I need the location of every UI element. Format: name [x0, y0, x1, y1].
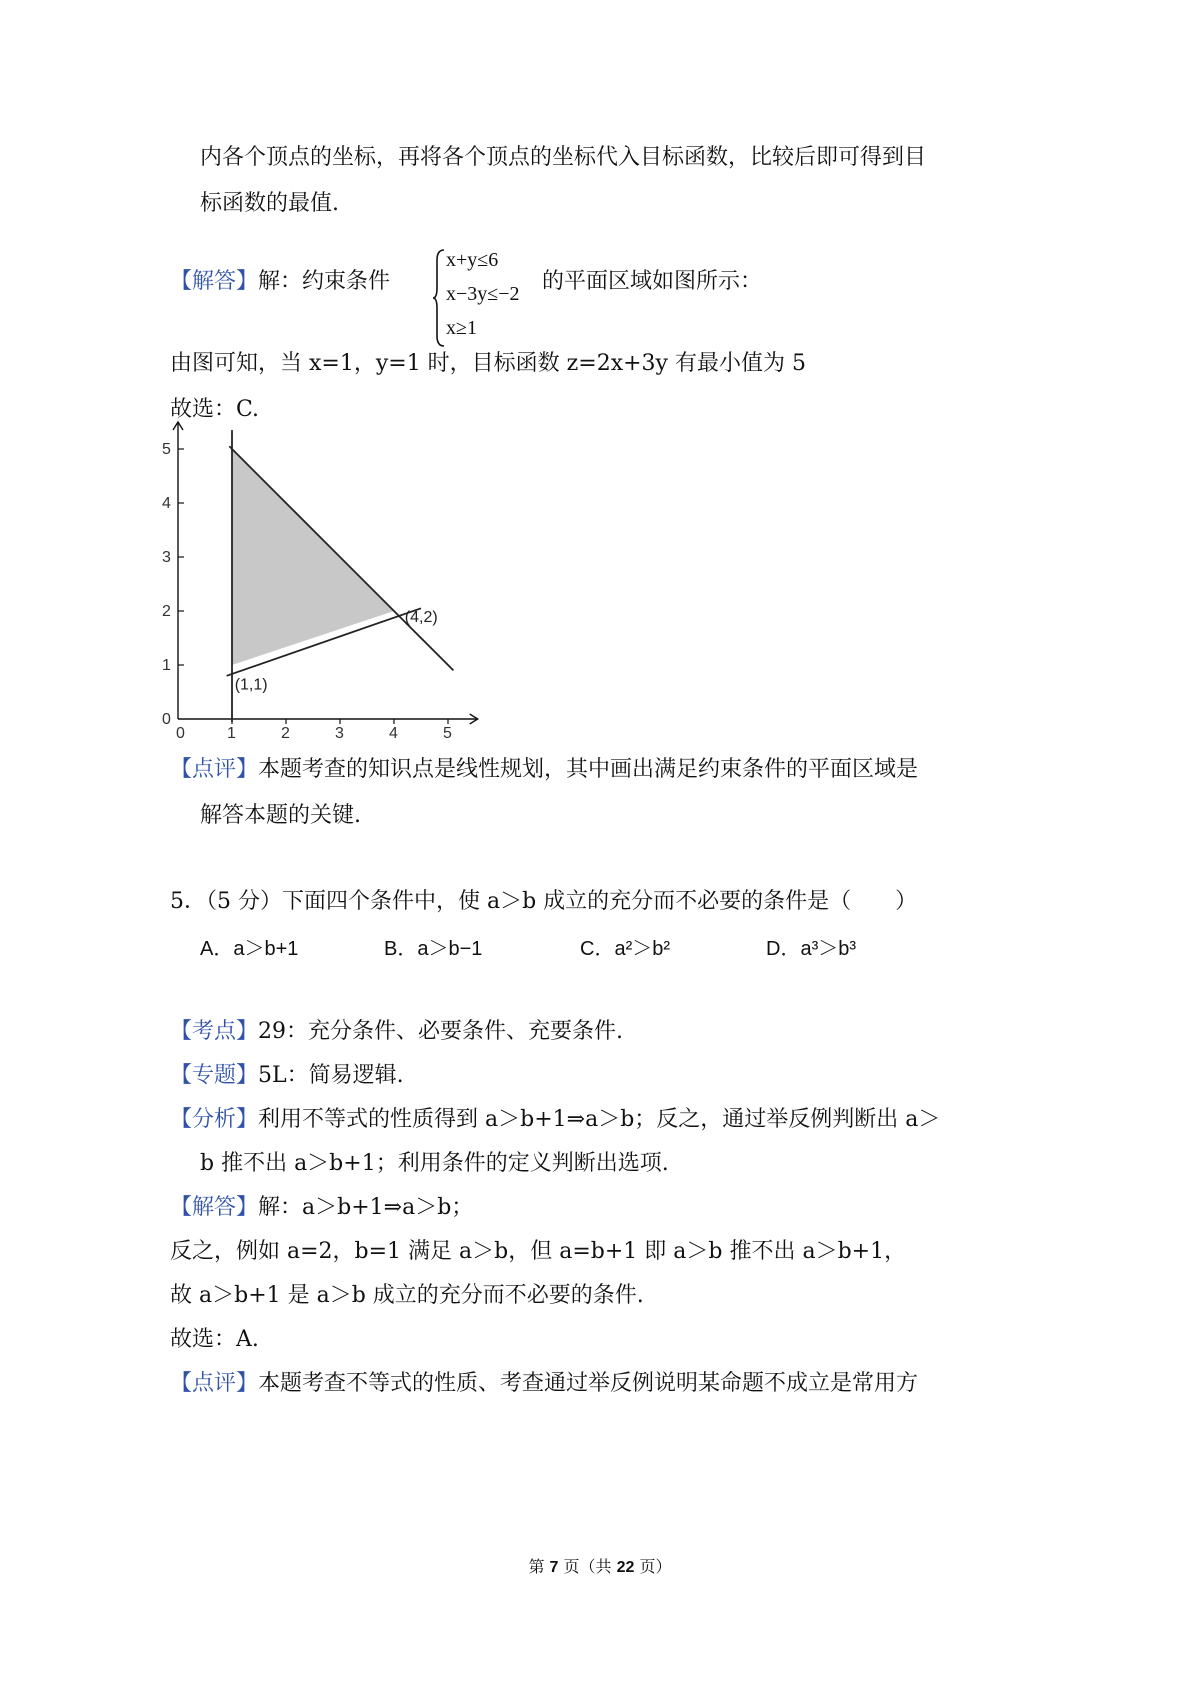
page-number: 7 [549, 1559, 559, 1576]
option-c: C．a²＞b² [580, 938, 671, 960]
option-a: A．a＞b+1 [200, 938, 299, 960]
comment-line: 解答本题的关键. [200, 803, 361, 828]
vertex-label: (1,1) [234, 676, 268, 694]
section-tag: 【分析】 [170, 1107, 259, 1132]
x-tick-label: 0 [176, 725, 185, 742]
fenxi-text: 利用不等式的性质得到 a＞b+1⇒a＞b；反之，通过举反例判断出 a＞ [258, 1107, 941, 1132]
total-pages: 22 [616, 1559, 635, 1576]
zhuanti-line [170, 1062, 404, 1090]
comment-line [170, 756, 918, 784]
section-tag: 【解答】 [170, 269, 259, 294]
text-line: 内各个顶点的坐标，再将各个顶点的坐标代入目标函数，比较后即可得到目 [200, 145, 927, 170]
inequality-system [432, 248, 542, 348]
x-tick-label: 2 [281, 725, 290, 742]
question-stem: 5．（5 分）下面四个条件中，使 a＞b 成立的充分而不必要的条件是（ ） [170, 889, 918, 914]
y-tick-label: 0 [162, 711, 171, 728]
text-line: 故 a＞b+1 是 a＞b 成立的充分而不必要的条件. [170, 1283, 644, 1308]
x-tick-label: 4 [389, 725, 398, 742]
footer-text: 页） [634, 1557, 672, 1576]
x-tick-label: 5 [443, 725, 452, 742]
section-tag: 【考点】 [170, 1019, 259, 1044]
dianping-line [170, 1370, 918, 1398]
text-line: 由图可知，当 x=1，y=1 时，目标函数 z=2x+3y 有最小值为 5 [170, 351, 806, 376]
kaodian-text: 29：充分条件、必要条件、充要条件. [258, 1019, 624, 1044]
feasible-region-graph [162, 441, 500, 800]
footer-text: 第 [528, 1557, 550, 1576]
answer-prefix: 解：约束条件 [258, 269, 391, 294]
option-d: D．a³＞b³ [766, 938, 857, 960]
text-line: 反之，例如 a=2，b=1 满足 a＞b，但 a=b+1 即 a＞b 推不出 a＞b+1， [170, 1239, 907, 1264]
answer-suffix: 的平面区域如图所示： [542, 269, 763, 294]
system-equation: x+y≤6 [446, 249, 499, 271]
jieda-text: 解：a＞b+1⇒a＞b； [258, 1195, 474, 1220]
page-footer [0, 1554, 1200, 1577]
comment-text: 本题考查的知识点是线性规划，其中画出满足约束条件的平面区域是 [258, 757, 919, 782]
section-tag: 【点评】 [170, 757, 259, 782]
option-b: B．a＞b−1 [384, 938, 483, 960]
dianping-text: 本题考查不等式的性质、考查通过举反例说明某命题不成立是常用方 [258, 1371, 919, 1396]
text-line: 标函数的最值. [200, 191, 339, 216]
feasible-region [232, 449, 394, 665]
section-tag: 【专题】 [170, 1063, 259, 1088]
text-line: 故选：A. [170, 1327, 259, 1352]
y-tick-label: 1 [162, 657, 171, 674]
y-tick-label: 4 [162, 495, 171, 512]
fenxi-line [170, 1106, 940, 1134]
system-equation: x≥1 [446, 317, 477, 339]
kaodian-line [170, 1018, 623, 1046]
brace-icon [432, 248, 446, 348]
footer-text: 页（共 [558, 1557, 617, 1576]
section-tag: 【点评】 [170, 1371, 259, 1396]
section-tag: 【解答】 [170, 1195, 259, 1220]
x-tick-label: 3 [335, 725, 344, 742]
system-equation: x−3y≤−2 [446, 283, 520, 305]
answer-line [170, 268, 390, 296]
y-tick-label: 2 [162, 603, 171, 620]
jieda-line [170, 1194, 473, 1222]
zhuanti-text: 5L：简易逻辑. [258, 1063, 404, 1088]
x-tick-label: 1 [227, 725, 236, 742]
y-tick-label: 3 [162, 549, 171, 566]
vertex-label: (4,2) [404, 608, 438, 626]
y-tick-label: 5 [162, 441, 171, 458]
fenxi-line-2: b 推不出 a＞b+1；利用条件的定义判断出选项. [200, 1151, 669, 1176]
text-line: 故选：C. [170, 397, 260, 422]
